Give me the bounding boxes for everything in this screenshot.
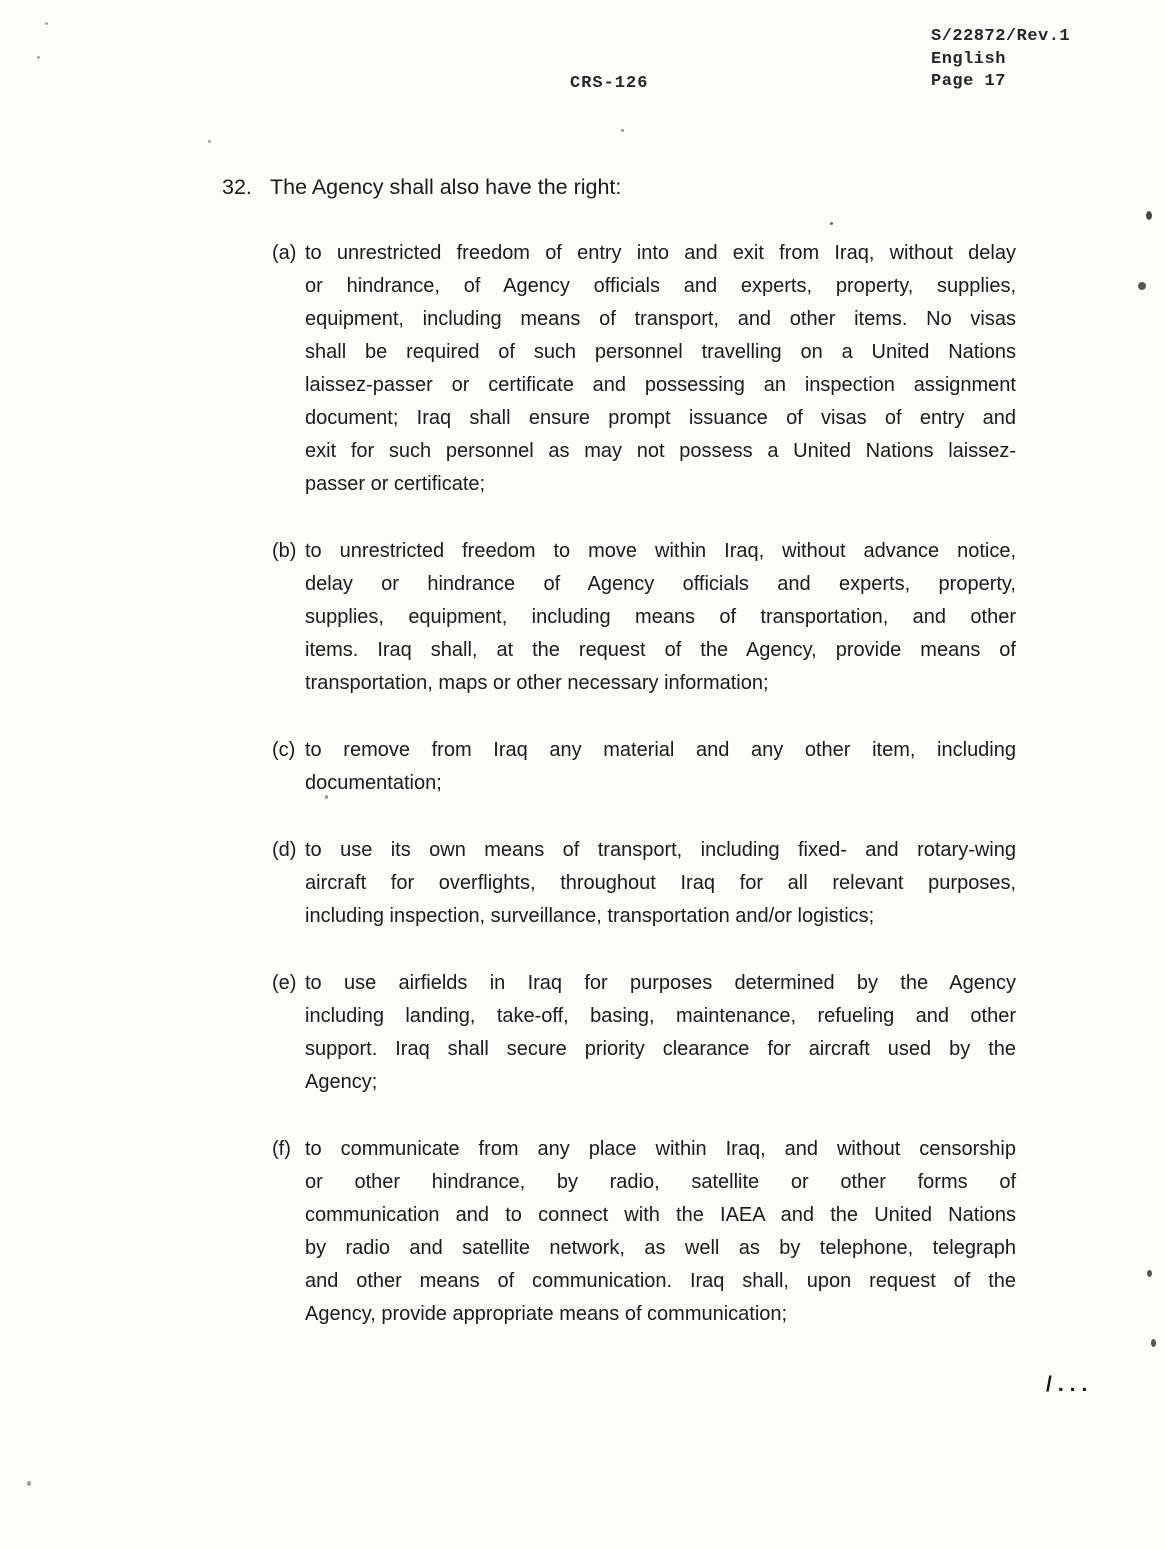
scan-artifact <box>1151 1339 1156 1347</box>
document-symbol: S/22872/Rev.1 <box>931 27 1071 46</box>
subparagraph-item <box>222 967 1016 1099</box>
scan-artifact <box>1147 1270 1152 1277</box>
scan-artifact <box>37 56 40 59</box>
text-line: Agency, provide appropriate means of communication; <box>305 1303 788 1325</box>
item-text <box>305 734 1016 800</box>
item-marker: (a) <box>272 242 297 264</box>
text-line: Agency; <box>305 1071 378 1093</box>
text-line: laissez-passer or certificate and possessing an inspection assignment <box>305 374 1016 396</box>
text-line: to use airfields in Iraq for purposes determined by the Agency <box>305 972 1016 994</box>
subparagraph-item <box>222 734 1016 800</box>
item-text <box>305 237 1016 501</box>
document-body <box>222 171 1016 1331</box>
text-line: equipment, including means of transport, and other items. No visas <box>305 308 1016 330</box>
subparagraph-item <box>222 834 1016 933</box>
document-page-number: Page 17 <box>931 72 1006 91</box>
item-text <box>305 535 1016 700</box>
text-line: documentation; <box>305 772 442 794</box>
crs-stamp: CRS-126 <box>570 74 649 93</box>
scan-artifact <box>27 1481 31 1486</box>
text-line: to unrestricted freedom of entry into and exit from Iraq, without delay <box>305 242 1016 264</box>
scan-artifact <box>325 795 328 799</box>
item-marker: (d) <box>272 839 297 861</box>
scan-artifact <box>830 222 833 225</box>
text-line: exit for such personnel as may not possess a United Nations laissez- <box>305 440 1016 462</box>
item-text <box>305 1133 1016 1331</box>
item-marker: (f) <box>272 1138 291 1160</box>
text-line: support. Iraq shall secure priority clearance for aircraft used by the <box>305 1038 1016 1060</box>
subparagraph-item <box>222 237 1016 501</box>
text-line: items. Iraq shall, at the request of the Agency, provide means of <box>305 639 1016 661</box>
text-line: aircraft for overflights, throughout Iraq for all relevant purposes, <box>305 872 1016 894</box>
text-line: supplies, equipment, including means of transportation, and other <box>305 606 1016 628</box>
text-line: or other hindrance, by radio, satellite or other forms of <box>305 1171 1016 1193</box>
paragraph-32-heading <box>222 171 1016 204</box>
text-line: to unrestricted freedom to move within Iraq, without advance notice, <box>305 540 1016 562</box>
text-line: and other means of communication. Iraq shall, upon request of the <box>305 1270 1016 1292</box>
text-line: to use its own means of transport, including fixed- and rotary-wing <box>305 839 1016 861</box>
item-marker: (e) <box>272 972 297 994</box>
subparagraph-item <box>222 535 1016 700</box>
text-line: to remove from Iraq any material and any other item, including <box>305 739 1016 761</box>
paragraph-heading-text: The Agency shall also have the right: <box>270 175 622 199</box>
text-line: shall be required of such personnel travelling on a United Nations <box>305 341 1016 363</box>
item-text <box>305 834 1016 933</box>
text-line: communication and to connect with the IAEA and the United Nations <box>305 1204 1016 1226</box>
scan-artifact <box>621 129 624 132</box>
text-line: passer or certificate; <box>305 473 486 495</box>
text-line: delay or hindrance of Agency officials and experts, property, <box>305 573 1016 595</box>
text-line: including inspection, surveillance, transportation and/or logistics; <box>305 905 875 927</box>
page-continuation-mark: /... <box>1046 1373 1094 1396</box>
item-text <box>305 967 1016 1099</box>
text-line: or hindrance, of Agency officials and experts, property, supplies, <box>305 275 1016 297</box>
text-line: document; Iraq shall ensure prompt issuance of visas of entry and <box>305 407 1016 429</box>
item-marker: (c) <box>272 739 296 761</box>
item-marker: (b) <box>272 540 297 562</box>
text-line: including landing, take-off, basing, maintenance, refueling and other <box>305 1005 1016 1027</box>
document-language: English <box>931 49 1006 69</box>
scan-artifact <box>1146 211 1152 220</box>
scan-artifact <box>1138 282 1146 290</box>
scan-artifact <box>45 22 48 25</box>
text-line: by radio and satellite network, as well as by telephone, telegraph <box>305 1237 1016 1259</box>
subparagraph-item <box>222 1133 1016 1331</box>
text-line: to communicate from any place within Iraq, and without censorship <box>305 1138 1016 1160</box>
text-line: transportation, maps or other necessary information; <box>305 672 769 694</box>
subparagraph-list <box>222 237 1016 1331</box>
document-reference-block <box>931 26 1070 94</box>
scan-artifact <box>208 140 211 143</box>
paragraph-number: 32. <box>222 175 252 199</box>
